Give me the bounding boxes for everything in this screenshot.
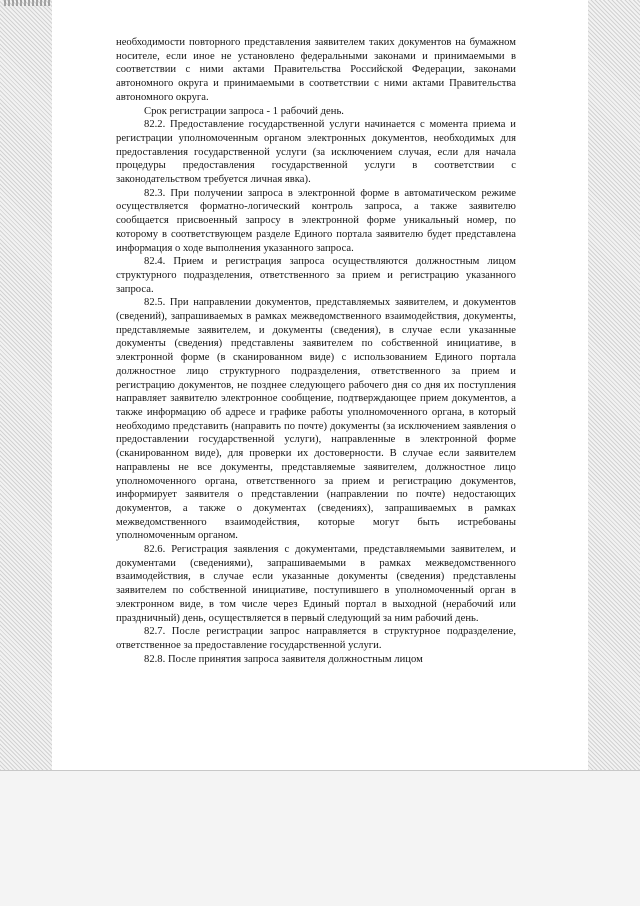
paragraph-82-4: 82.4. Прием и регистрация запроса осуществляются должностным лицом структурного подразделения, ответственного за прием и регистрацию указанного запроса. — [116, 256, 516, 295]
scan-border-left — [0, 0, 52, 770]
paragraph-82-5: 82.5. При направлении документов, представляемых заявителем, и документов (сведений), запрашиваемых в рамках межведомственного взаимодействия, документы, представляемые заявителем, и документы (сведения), в случае если указанные документы (сведения) представлены заявителем по собственной инициативе, в электронной форме (в сканированном виде) с использованием Единого портала должностное лицо структурного подразделения, ответственного за прием и регистрацию документов, не позднее следующего рабочего дня со дня их поступления направляет заявителю электронное сообщение, подтверждающее прием документов, а также информацию об адресе и графике работы уполномоченного органа, в который необходимо представить (направить по почте) документы (за исключением заявления о предоставлении государственной услуги), направленные в электронной форме (сканированном виде), для проверки их достоверности. В случае если заявителем направлены не все документы, представляемые заявителем, должностное лицо уполномоченного органа, ответственного за прием и регистрацию документов, информирует заявителя о представлении (направлении по почте) недостающих документов, а также о документах (сведениях), запрашиваемых в рамках межведомственного взаимодействия, которые могут быть истребованы уполномоченным органом. — [116, 297, 516, 542]
document-page — [52, 0, 588, 770]
paragraph-registration-term: Срок регистрации запроса - 1 рабочий день. — [144, 105, 344, 117]
paragraph-82-6: 82.6. Регистрация заявления с документами, представляемыми заявителем, и документами (сведениями), запрашиваемыми в рамках межведомственного взаимодействия, в случае если указанные документы (сведения) представлены заявителем по собственной инициативе, поступившего в уполномоченный орган в электронном виде, в том числе через Единый портал в выходной (нерабочий или праздничный) день, осуществляется в первый следующий за ним рабочий день. — [116, 544, 516, 624]
scan-border-bottom — [0, 770, 640, 906]
scan-border-right — [588, 0, 640, 770]
paragraph-82-7: 82.7. После регистрации запрос направляется в структурное подразделение, ответственное за предоставление государственной услуги. — [116, 626, 516, 651]
paragraph-continuation: необходимости повторного представления заявителем таких документов на бумажном носителе, если иное не установлено федеральными законами и принимаемыми в соответствии с ними актами Правительства Российской Федерации, законами автономного округа и принимаемыми в соответствии с ними актами Правительства автономного округа. — [116, 37, 516, 103]
scan-mark — [4, 0, 50, 6]
paragraph-82-8: 82.8. После принятия запроса заявителя должностным лицом — [144, 653, 423, 665]
paragraph-82-2: 82.2. Предоставление государственной услуги начинается с момента приема и регистрации уполномоченным органом электронных документов, необходимых для предоставления государственной услуги (за исключением случая, если для начала процедуры предоставления государственной услуги в соответствии с законодательством требуется личная явка). — [116, 119, 516, 186]
paragraph-82-3: 82.3. При получении запроса в электронной форме в автоматическом режиме осуществляется форматно-логический контроль запроса, а также заявителю сообщается присвоенный запросу в электронной форме уникальный номер, по которому в соответствующем разделе Единого портала заявителю будет представлена информация о ходе выполнения указанного запроса. — [116, 187, 516, 254]
